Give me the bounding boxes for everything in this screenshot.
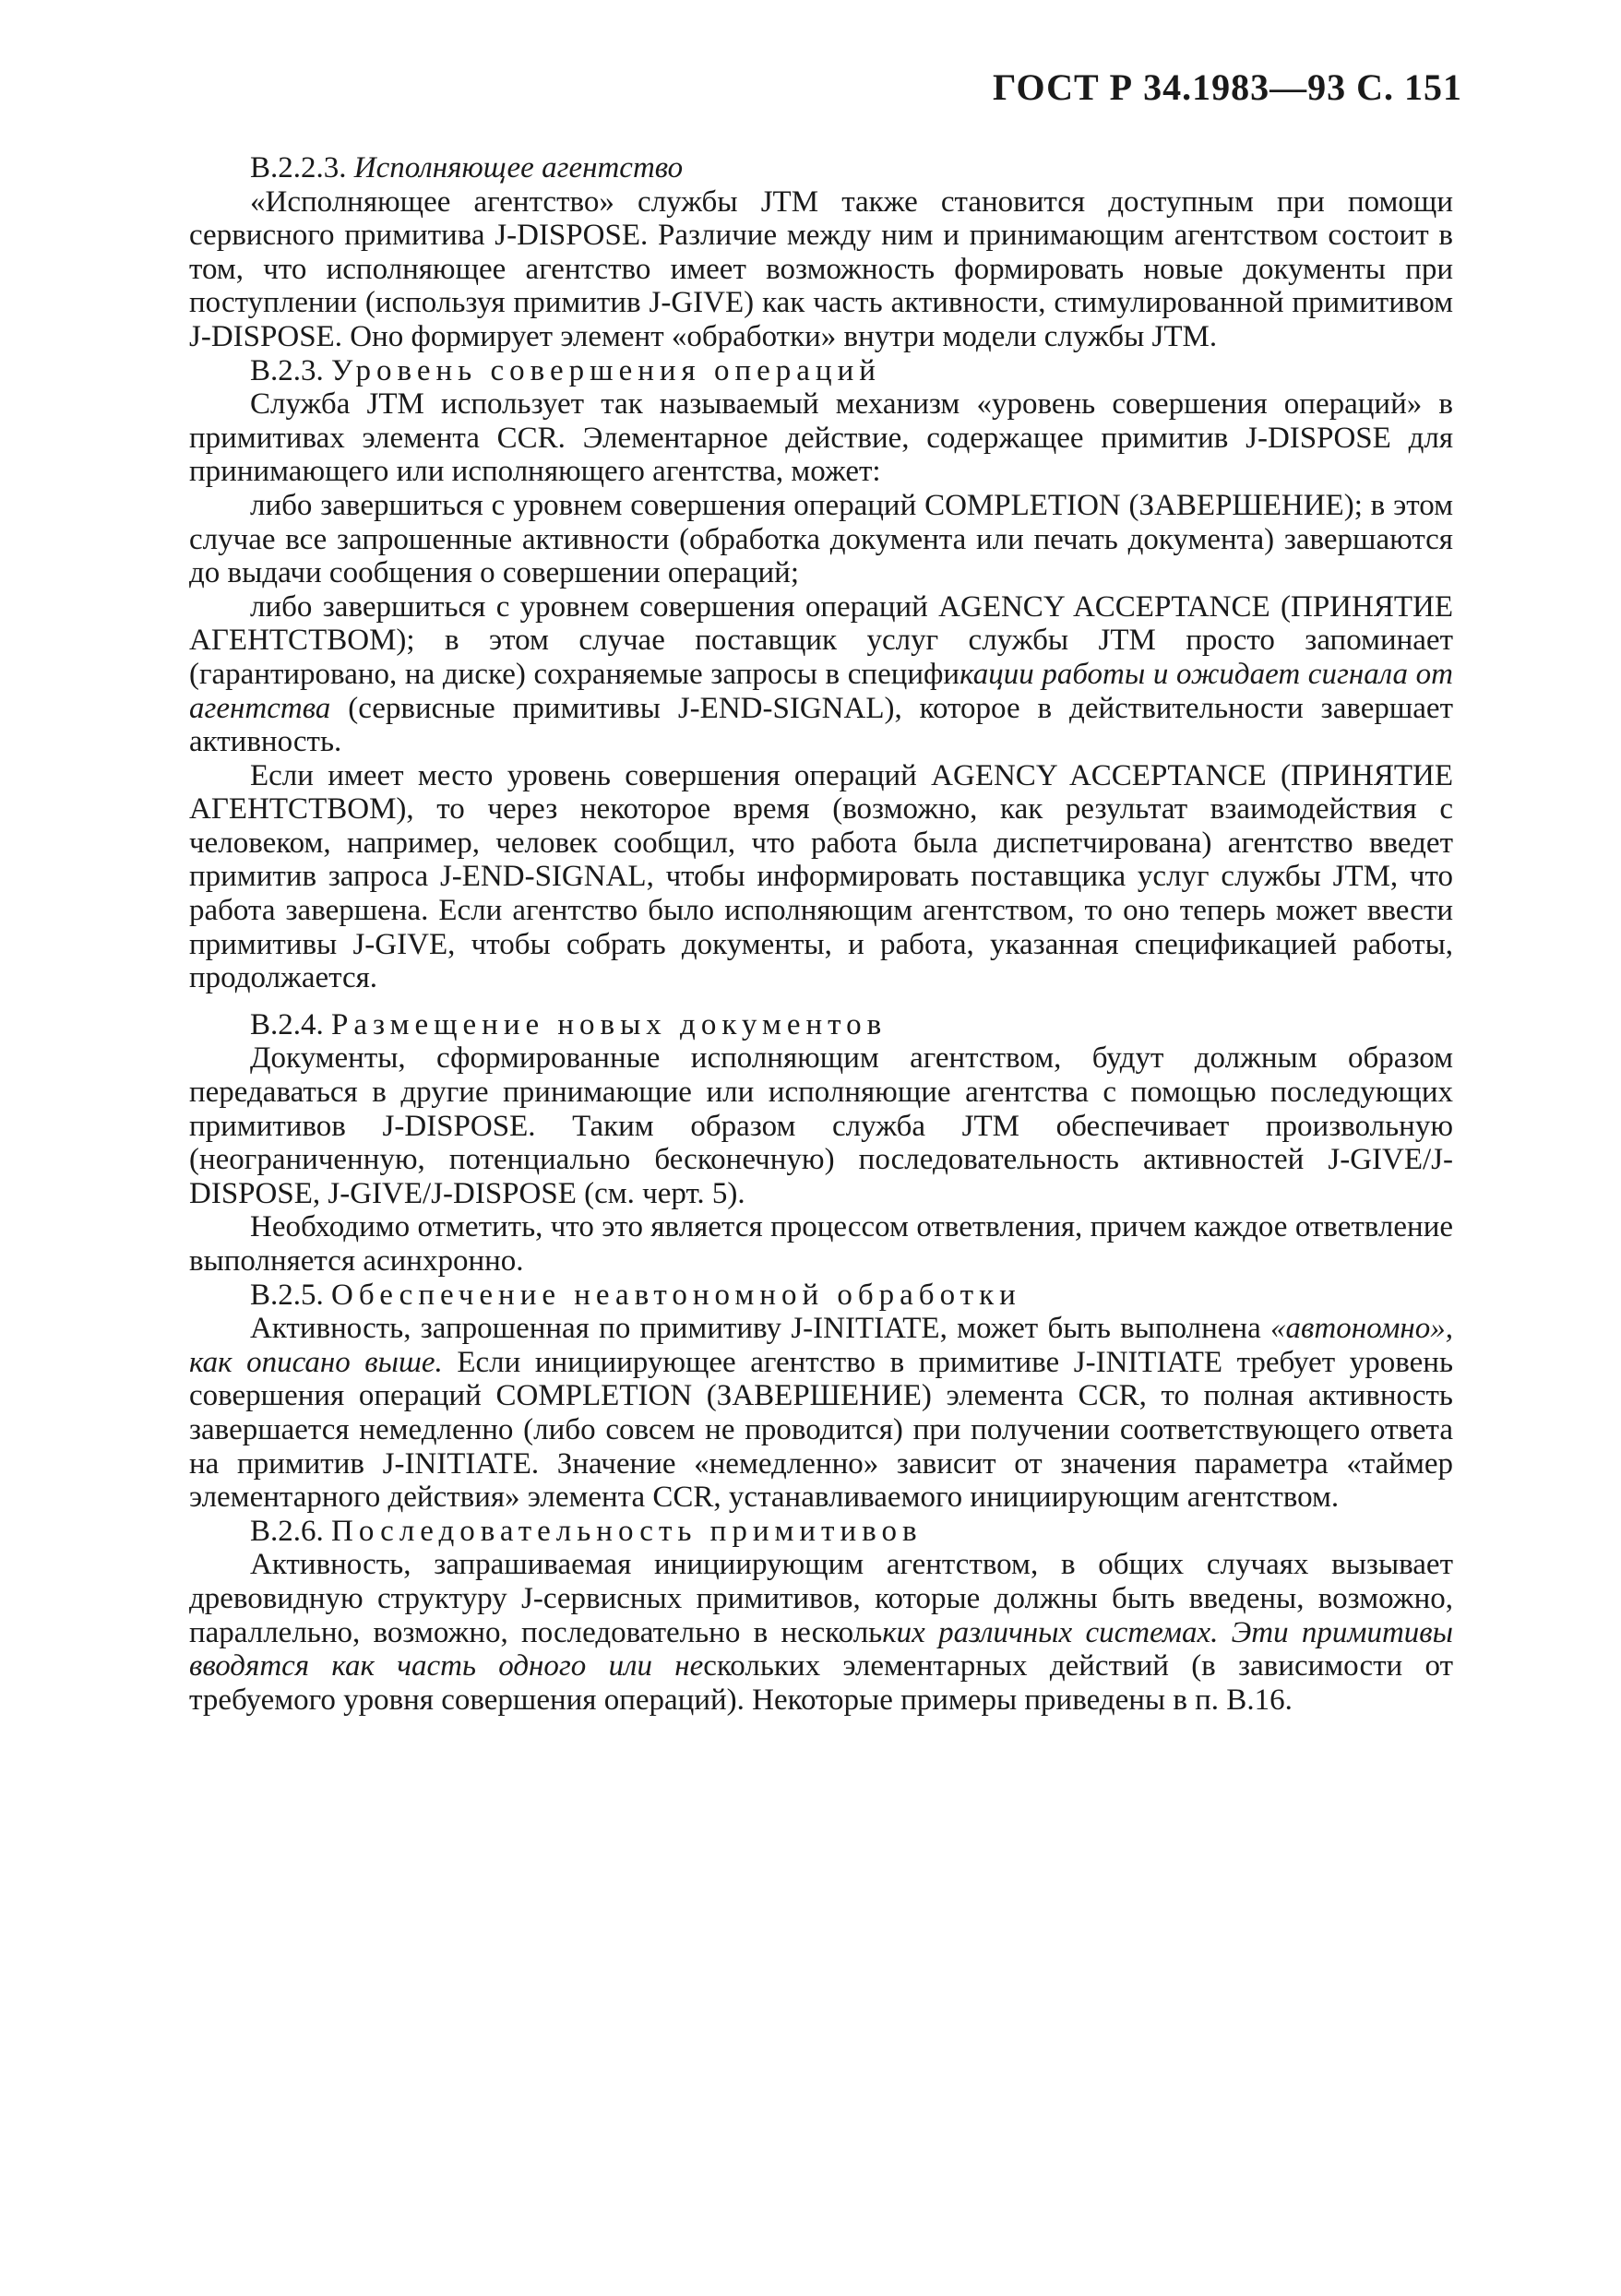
paragraph: либо завершиться с уровнем совершения операций COMPLETION (ЗАВЕРШЕНИЕ); в этом случае все запрошенные активности (обработка документа или печать документа) завершаются до выдачи сообщения о совершении операций; [189,488,1453,590]
paragraph-text: (сервисные примитивы J-END-SIGNAL), которое в действительности завершает активность. [189,691,1453,759]
section-heading-b25 [189,1279,1453,1313]
paragraph-italic-text: ких различных системах. Эти примитивы вводятся как часть одного или не [189,1615,1453,1683]
section-heading-b223 [189,151,1453,185]
paragraph-text: Если инициирующее агентство в примитиве J-INITIATE требует уровень совершения операций COMPLETION (ЗАВЕРШЕНИЕ) элемента CCR, то полная активность завершается немедленно (либо совсем не проводится) при получении соответствующего ответа на примитив J-INITIATE. Значение «немедленно» зависит от значения параметра «таймер элементарного действия» элемента CCR, устанавливаемого инициирующим агентством. [189,1345,1454,1515]
section-number: В.2.5. [250,1278,324,1312]
paragraph-text: Активность, запрашиваемая инициирующим агентством, в общих случаях вызывает древовидную структуру J-сервисных примитивов, которые должны быть введены, возможно, параллельно, возможно, последовательно в несколь [189,1548,1453,1649]
section-heading-b23 [189,354,1453,388]
paragraph-text: скольких элементарных действий (в зависимости от требуемого уровня совершения операций). Некоторые примеры приведены в п. В.16. [189,1649,1453,1717]
running-head: ГОСТ Р 34.1983—93 С. 151 [993,66,1462,108]
paragraph: Необходимо отметить, что это является процессом ответвления, причем каждое ответвление выполняется асинхронно. [189,1210,1453,1278]
section-title: Уровень совершения операций [331,353,881,387]
paragraph-italic-text: «автономно», как описано выше. [189,1312,1453,1379]
paragraph-text: либо завершиться с уровнем совершения операций AGENCY ACCEPTANCE (ПРИНЯТИЕ АГЕНТСТВОМ); в этом случае поставщик услуг службы JTM просто запоминает (гарантировано, на диске) сохраняемые запросы в специфи [189,589,1453,691]
section-gap [189,995,1453,1008]
paragraph [189,590,1453,759]
paragraph-italic-text: кации работы и ожидает сигнала от агентства [189,657,1453,725]
section-title: Исполняющее агентство [353,151,684,184]
paragraph: «Исполняющее агентство» службы JTM также становится доступным при помощи сервисного примитива J-DISPOSE. Различие между ним и принимающим агентством состоит в том, что исполняющее агентство имеет возможность формировать новые документы при поступлении (используя примитив J-GIVE) как часть активности, стимулированной примитивом J-DISPOSE. Оно формирует элемент «обработки» внутри модели службы JTM. [189,184,1453,353]
section-title: Обеспечение неавтономной обработки [331,1278,1021,1312]
section-heading-b24 [189,1008,1453,1042]
section-number: В.2.2.3. [250,151,347,184]
paragraph [189,1548,1453,1717]
paragraph-text: Активность, запрошенная по примитиву J-INITIATE, может быть выполнена [250,1312,1271,1346]
paragraph: Служба JTM использует так называемый механизм «уровень совершения операций» в примитивах элемента CCR. Элементарное действие, содержащее примитив J-DISPOSE для принимающего или исполняющего агентства, может: [189,387,1453,489]
paragraph: Документы, сформированные исполняющим агентством, будут должным образом передаваться в другие принимающие или исполняющие агентства с помощью последующих примитивов J-DISPOSE. Таким образом служба JTM обеспечивает произвольную (неограниченную, потенциально бесконечную) последовательность активностей J-GIVE/J-DISPOSE, J-GIVE/J-DISPOSE (см. черт. 5). [189,1041,1453,1210]
paragraph: Если имеет место уровень совершения операций AGENCY ACCEPTANCE (ПРИНЯТИЕ АГЕНТСТВОМ), то через некоторое время (возможно, как результат взаимодействия с человеком, например, человек сообщил, что работа была диспетчирована) агентство введет примитив запроса J-END-SIGNAL, чтобы информировать поставщика услуг службы JTM, что работа завершена. Если агентство было исполняющим агентством, то оно теперь может ввести примитивы J-GIVE, чтобы собрать документы, и работа, указанная спецификацией работы, продолжается. [189,758,1453,995]
document-page [189,65,1462,1717]
section-number: В.2.4. [250,1007,324,1041]
paragraph [189,1312,1453,1515]
section-title: Последовательность примитивов [331,1514,923,1548]
section-number: В.2.6. [250,1514,324,1548]
section-number: В.2.3. [250,353,324,387]
section-title: Размещение новых документов [331,1007,888,1041]
section-heading-b26 [189,1515,1453,1549]
